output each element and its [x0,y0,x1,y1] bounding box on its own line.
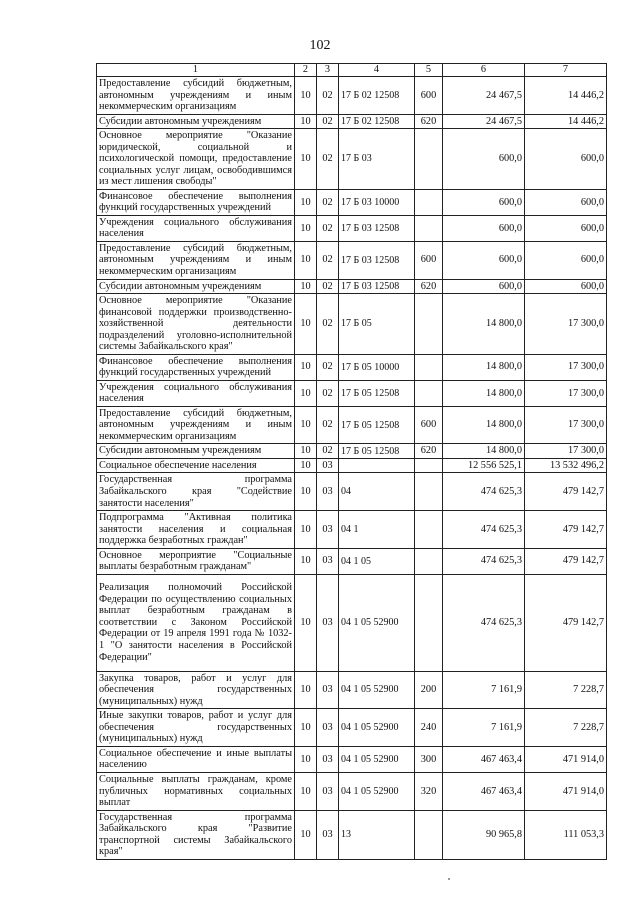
subsection-code-cell: 03 [317,473,339,511]
target-article-cell: 17 Б 03 12508 [339,241,415,279]
subsection-code-cell: 02 [317,294,339,355]
target-article-cell: 04 1 05 [339,548,415,574]
expense-type-cell: 300 [415,746,443,772]
amount-year2-cell: 600,0 [525,129,607,190]
subsection-code-cell: 02 [317,380,339,406]
expense-type-cell: 200 [415,671,443,709]
section-code-cell: 10 [295,810,317,859]
section-code-cell: 10 [295,215,317,241]
subsection-code-cell: 02 [317,406,339,444]
target-article-cell: 17 Б 05 12508 [339,406,415,444]
table-row [97,810,607,859]
row-name-cell: Основное мероприятие "Оказание финансовой поддержки производственно-хозяйственной деятельности подразделений уголовно-исполнительной системы Забайкальского края" [97,294,295,355]
section-code-cell: 10 [295,746,317,772]
amount-year1-cell: 90 965,8 [443,810,525,859]
page-number: 102 [309,38,331,53]
subsection-code-cell: 03 [317,511,339,549]
amount-year2-cell: 471 914,0 [525,772,607,810]
expense-type-cell: 620 [415,114,443,129]
expense-type-cell [415,574,443,671]
amount-year1-cell: 24 467,5 [443,114,525,129]
section-code-cell: 10 [295,114,317,129]
amount-year1-cell: 24 467,5 [443,77,525,115]
table-row [97,129,607,190]
table-row [97,444,607,459]
amount-year2-cell: 14 446,2 [525,77,607,115]
expense-type-cell: 620 [415,444,443,459]
header-cell: 6 [443,64,525,77]
header-cell: 4 [339,64,415,77]
row-name-cell: Социальное обеспечение и иные выплаты населению [97,746,295,772]
amount-year1-cell: 474 625,3 [443,574,525,671]
expense-type-cell [415,189,443,215]
section-code-cell: 10 [295,406,317,444]
amount-year1-cell: 600,0 [443,215,525,241]
header-cell: 1 [97,64,295,77]
table-row [97,380,607,406]
amount-year1-cell: 14 800,0 [443,354,525,380]
table-row [97,709,607,747]
table-row [97,406,607,444]
amount-year1-cell: 474 625,3 [443,511,525,549]
amount-year1-cell: 14 800,0 [443,444,525,459]
amount-year1-cell: 474 625,3 [443,473,525,511]
amount-year2-cell: 471 914,0 [525,746,607,772]
amount-year2-cell: 14 446,2 [525,114,607,129]
table-row [97,772,607,810]
section-code-cell: 10 [295,671,317,709]
amount-year1-cell: 7 161,9 [443,671,525,709]
subsection-code-cell: 03 [317,458,339,473]
subsection-code-cell: 02 [317,114,339,129]
row-name-cell: Реализация полномочий Российской Федерации по осуществлению социальных выплат безработным гражданам в соответствии с Законом Российской Федерации от 19 апреля 1991 года № 1032-1 "О занятости населения в Российской Федерации" [97,574,295,671]
subsection-code-cell: 02 [317,77,339,115]
amount-year1-cell: 12 556 525,1 [443,458,525,473]
row-name-cell: Иные закупки товаров, работ и услуг для обеспечения государственных (муниципальных) нужд [97,709,295,747]
expense-type-cell [415,548,443,574]
table-row [97,574,607,671]
table-row [97,548,607,574]
table-row [97,671,607,709]
subsection-code-cell: 02 [317,444,339,459]
section-code-cell: 10 [295,473,317,511]
header-cell: 7 [525,64,607,77]
target-article-cell: 17 Б 02 12508 [339,114,415,129]
target-article-cell: 13 [339,810,415,859]
expense-type-cell [415,473,443,511]
table-row [97,746,607,772]
amount-year2-cell: 479 142,7 [525,511,607,549]
amount-year2-cell: 600,0 [525,189,607,215]
section-code-cell: 10 [295,772,317,810]
expense-type-cell [415,380,443,406]
row-name-cell: Учреждения социального обслуживания населения [97,380,295,406]
row-name-cell: Финансовое обеспечение выполнения функций государственных учреждений [97,189,295,215]
section-code-cell: 10 [295,294,317,355]
table-row [97,189,607,215]
budget-table [96,63,607,860]
amount-year1-cell: 467 463,4 [443,772,525,810]
amount-year2-cell: 17 300,0 [525,354,607,380]
target-article-cell: 17 Б 05 12508 [339,444,415,459]
expense-type-cell [415,294,443,355]
section-code-cell: 10 [295,380,317,406]
amount-year2-cell: 600,0 [525,279,607,294]
amount-year1-cell: 600,0 [443,279,525,294]
amount-year1-cell: 14 800,0 [443,380,525,406]
table-row [97,114,607,129]
subsection-code-cell: 03 [317,772,339,810]
scan-dot [448,878,450,880]
row-name-cell: Финансовое обеспечение выполнения функций государственных учреждений [97,354,295,380]
row-name-cell: Государственная программа Забайкальского края "Содействие занятости населения" [97,473,295,511]
table-row [97,354,607,380]
target-article-cell: 04 1 05 52900 [339,772,415,810]
target-article-cell: 17 Б 03 12508 [339,279,415,294]
section-code-cell: 10 [295,77,317,115]
amount-year2-cell: 17 300,0 [525,406,607,444]
expense-type-cell: 600 [415,77,443,115]
amount-year1-cell: 600,0 [443,241,525,279]
target-article-cell: 04 1 05 52900 [339,709,415,747]
expense-type-cell: 620 [415,279,443,294]
table-row [97,458,607,473]
subsection-code-cell: 02 [317,129,339,190]
row-name-cell: Предоставление субсидий бюджетным, автономным учреждениям и иным некоммерческим организациям [97,77,295,115]
row-name-cell: Государственная программа Забайкальского края "Развитие транспортной системы Забайкальского края" [97,810,295,859]
row-name-cell: Основное мероприятие "Оказание юридической, социальной и психологической помощи, предоставление социальных услуг лицам, освободившимся из мест лишения свободы" [97,129,295,190]
subsection-code-cell: 02 [317,215,339,241]
expense-type-cell [415,810,443,859]
amount-year2-cell: 111 053,3 [525,810,607,859]
row-name-cell: Основное мероприятие "Социальные выплаты безработным гражданам" [97,548,295,574]
table-row [97,241,607,279]
amount-year2-cell: 13 532 496,2 [525,458,607,473]
section-code-cell: 10 [295,548,317,574]
amount-year1-cell: 14 800,0 [443,294,525,355]
target-article-cell: 04 1 05 52900 [339,574,415,671]
amount-year1-cell: 14 800,0 [443,406,525,444]
amount-year1-cell: 467 463,4 [443,746,525,772]
amount-year2-cell: 17 300,0 [525,444,607,459]
subsection-code-cell: 02 [317,279,339,294]
header-cell: 2 [295,64,317,77]
amount-year2-cell: 17 300,0 [525,294,607,355]
row-name-cell: Социальное обеспечение населения [97,458,295,473]
target-article-cell: 04 1 05 52900 [339,746,415,772]
table-row [97,77,607,115]
section-code-cell: 10 [295,511,317,549]
amount-year2-cell: 479 142,7 [525,473,607,511]
amount-year2-cell: 7 228,7 [525,709,607,747]
table-row [97,294,607,355]
target-article-cell: 17 Б 05 10000 [339,354,415,380]
subsection-code-cell: 02 [317,189,339,215]
subsection-code-cell: 03 [317,810,339,859]
expense-type-cell [415,511,443,549]
section-code-cell: 10 [295,279,317,294]
subsection-code-cell: 02 [317,241,339,279]
subsection-code-cell: 03 [317,671,339,709]
target-article-cell: 04 [339,473,415,511]
subsection-code-cell: 03 [317,746,339,772]
amount-year2-cell: 17 300,0 [525,380,607,406]
row-name-cell: Предоставление субсидий бюджетным, автономным учреждениям и иным некоммерческим организациям [97,406,295,444]
section-code-cell: 10 [295,354,317,380]
expense-type-cell: 600 [415,241,443,279]
amount-year1-cell: 600,0 [443,189,525,215]
row-name-cell: Предоставление субсидий бюджетным, автономным учреждениям и иным некоммерческим организациям [97,241,295,279]
table-row [97,511,607,549]
expense-type-cell [415,458,443,473]
amount-year2-cell: 600,0 [525,215,607,241]
row-name-cell: Субсидии автономным учреждениям [97,114,295,129]
expense-type-cell: 600 [415,406,443,444]
section-code-cell: 10 [295,241,317,279]
amount-year1-cell: 474 625,3 [443,548,525,574]
subsection-code-cell: 02 [317,354,339,380]
row-name-cell: Социальные выплаты гражданам, кроме публичных нормативных социальных выплат [97,772,295,810]
target-article-cell: 17 Б 05 12508 [339,380,415,406]
expense-type-cell: 240 [415,709,443,747]
amount-year1-cell: 7 161,9 [443,709,525,747]
row-name-cell: Учреждения социального обслуживания населения [97,215,295,241]
expense-type-cell [415,129,443,190]
section-code-cell: 10 [295,189,317,215]
expense-type-cell: 320 [415,772,443,810]
target-article-cell: 17 Б 03 [339,129,415,190]
row-name-cell: Субсидии автономным учреждениям [97,279,295,294]
target-article-cell: 04 1 [339,511,415,549]
target-article-cell [339,458,415,473]
expense-type-cell [415,354,443,380]
row-name-cell: Закупка товаров, работ и услуг для обеспечения государственных (муниципальных) нужд [97,671,295,709]
row-name-cell: Подпрограмма "Активная политика занятости населения и социальная поддержка безработных граждан" [97,511,295,549]
section-code-cell: 10 [295,709,317,747]
target-article-cell: 17 Б 05 [339,294,415,355]
target-article-cell: 17 Б 02 12508 [339,77,415,115]
expense-type-cell [415,215,443,241]
section-code-cell: 10 [295,129,317,190]
subsection-code-cell: 03 [317,574,339,671]
target-article-cell: 17 Б 03 10000 [339,189,415,215]
table-row [97,215,607,241]
table-header-row [97,64,607,77]
amount-year1-cell: 600,0 [443,129,525,190]
table-row [97,279,607,294]
amount-year2-cell: 7 228,7 [525,671,607,709]
subsection-code-cell: 03 [317,548,339,574]
target-article-cell: 04 1 05 52900 [339,671,415,709]
header-cell: 3 [317,64,339,77]
section-code-cell: 10 [295,444,317,459]
row-name-cell: Субсидии автономным учреждениям [97,444,295,459]
section-code-cell: 10 [295,458,317,473]
section-code-cell: 10 [295,574,317,671]
amount-year2-cell: 600,0 [525,241,607,279]
amount-year2-cell: 479 142,7 [525,548,607,574]
target-article-cell: 17 Б 03 12508 [339,215,415,241]
subsection-code-cell: 03 [317,709,339,747]
amount-year2-cell: 479 142,7 [525,574,607,671]
table-row [97,473,607,511]
header-cell: 5 [415,64,443,77]
